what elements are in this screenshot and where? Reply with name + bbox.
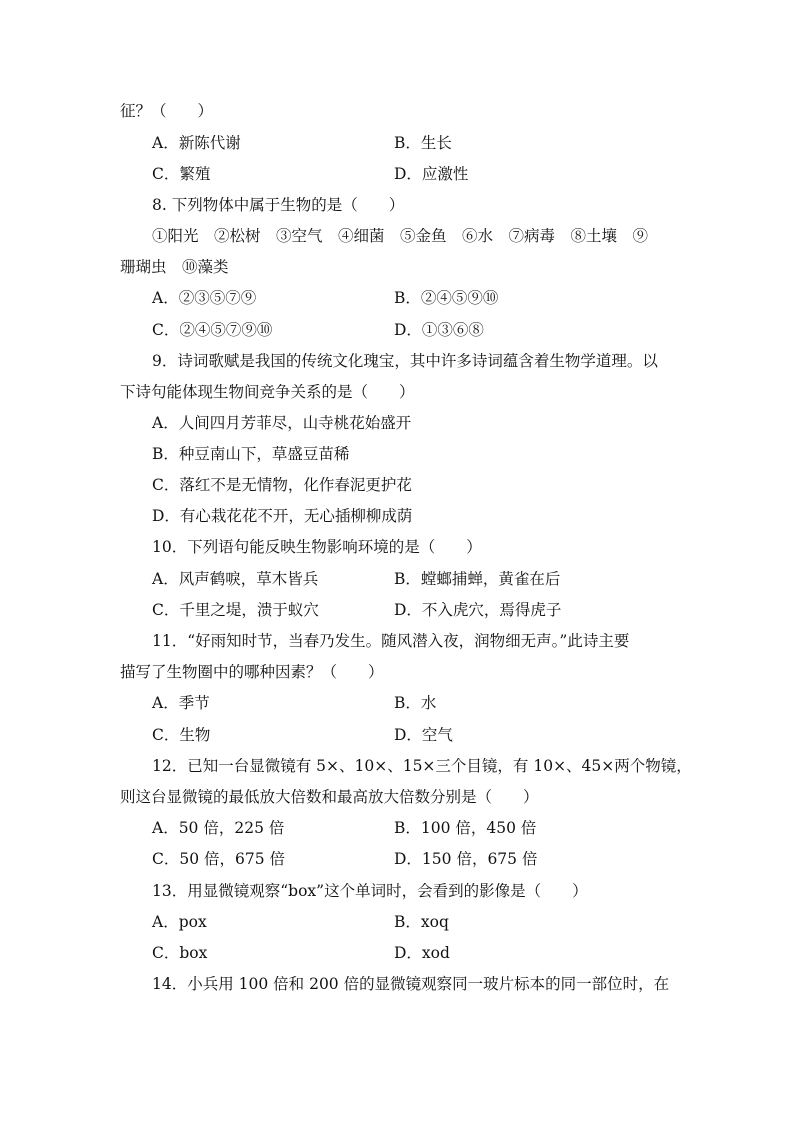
q7-option-c: C．繁殖 [152, 165, 211, 183]
q10-stem: 10．下列语句能反映生物影响环境的是（ ） [152, 538, 482, 556]
q8-option-c: C．②④⑤⑦⑨⑩ [152, 321, 273, 339]
q14-stem-line1: 14．小兵用 100 倍和 200 倍的显微镜观察同一玻片标本的同一部位时，在 [152, 975, 670, 993]
q7-stem-tail: 征？（ ） [120, 102, 214, 120]
q8-option-d: D．①③⑥⑧ [394, 321, 484, 339]
q13-stem: 13．用显微镜观察“box”这个单词时，会看到的影像是（ ） [152, 882, 588, 900]
q8-items-line2: 珊瑚虫 ⑩藻类 [120, 258, 229, 276]
q11-stem-line1: 11．“好雨知时节，当春乃发生。随风潜入夜，润物细无声。”此诗主要 [152, 632, 630, 650]
q9-stem-line2: 下诗句能体现生物间竞争关系的是（ ） [120, 383, 415, 401]
q9-option-a: A．人间四月芳菲尽，山寺桃花始盛开 [152, 414, 412, 432]
q11-option-a: A．季节 [152, 694, 210, 712]
q7-option-d: D．应激性 [394, 165, 469, 183]
q7-option-b: B．生长 [394, 134, 452, 152]
q10-option-c: C．千里之堤，溃于蚁穴 [152, 601, 319, 619]
q13-option-c: C．box [152, 944, 208, 962]
q8-option-b: B．②④⑤⑨⑩ [394, 289, 499, 307]
q13-option-b: B．xoq [394, 913, 449, 931]
q12-option-c: C．50 倍，675 倍 [152, 850, 286, 868]
q11-stem-line2: 描写了生物圈中的哪种因素？（ ） [120, 663, 384, 681]
q9-option-b: B．种豆南山下，草盛豆苗稀 [152, 445, 350, 463]
q10-option-b: B．螳螂捕蝉，黄雀在后 [394, 570, 561, 588]
q9-option-c: C．落红不是无情物，化作春泥更护花 [152, 476, 412, 494]
q12-option-a: A．50 倍，225 倍 [152, 819, 285, 837]
q7-option-a: A．新陈代谢 [152, 134, 241, 152]
q12-option-b: B．100 倍，450 倍 [394, 819, 537, 837]
q12-option-d: D．150 倍，675 倍 [394, 850, 538, 868]
q12-stem-line2: 则这台显微镜的最低放大倍数和最高放大倍数分别是（ ） [120, 788, 539, 806]
q10-option-d: D．不入虎穴，焉得虎子 [394, 601, 562, 619]
q10-option-a: A．风声鹤唳，草木皆兵 [152, 570, 319, 588]
q8-stem: 8. 下列物体中属于生物的是（ ） [152, 196, 405, 214]
q9-option-d: D．有心栽花花不开，无心插柳柳成荫 [152, 507, 413, 525]
q13-option-d: D．xod [394, 944, 450, 962]
q11-option-d: D．空气 [394, 726, 453, 744]
q8-items-line1: ①阳光 ②松树 ③空气 ④细菌 ⑤金鱼 ⑥水 ⑦病毒 ⑧土壤 ⑨ [152, 227, 649, 245]
q13-option-a: A．pox [152, 913, 207, 931]
q9-stem-line1: 9．诗词歌赋是我国的传统文化瑰宝，其中许多诗词蕴含着生物学道理。以 [152, 352, 658, 370]
q11-option-c: C．生物 [152, 726, 211, 744]
q8-option-a: A．②③⑤⑦⑨ [152, 289, 257, 307]
q12-stem-line1: 12．已知一台显微镜有 5×、10×、15×三个目镜，有 10×、45×两个物镜， [152, 757, 692, 775]
q11-option-b: B．水 [394, 694, 437, 712]
